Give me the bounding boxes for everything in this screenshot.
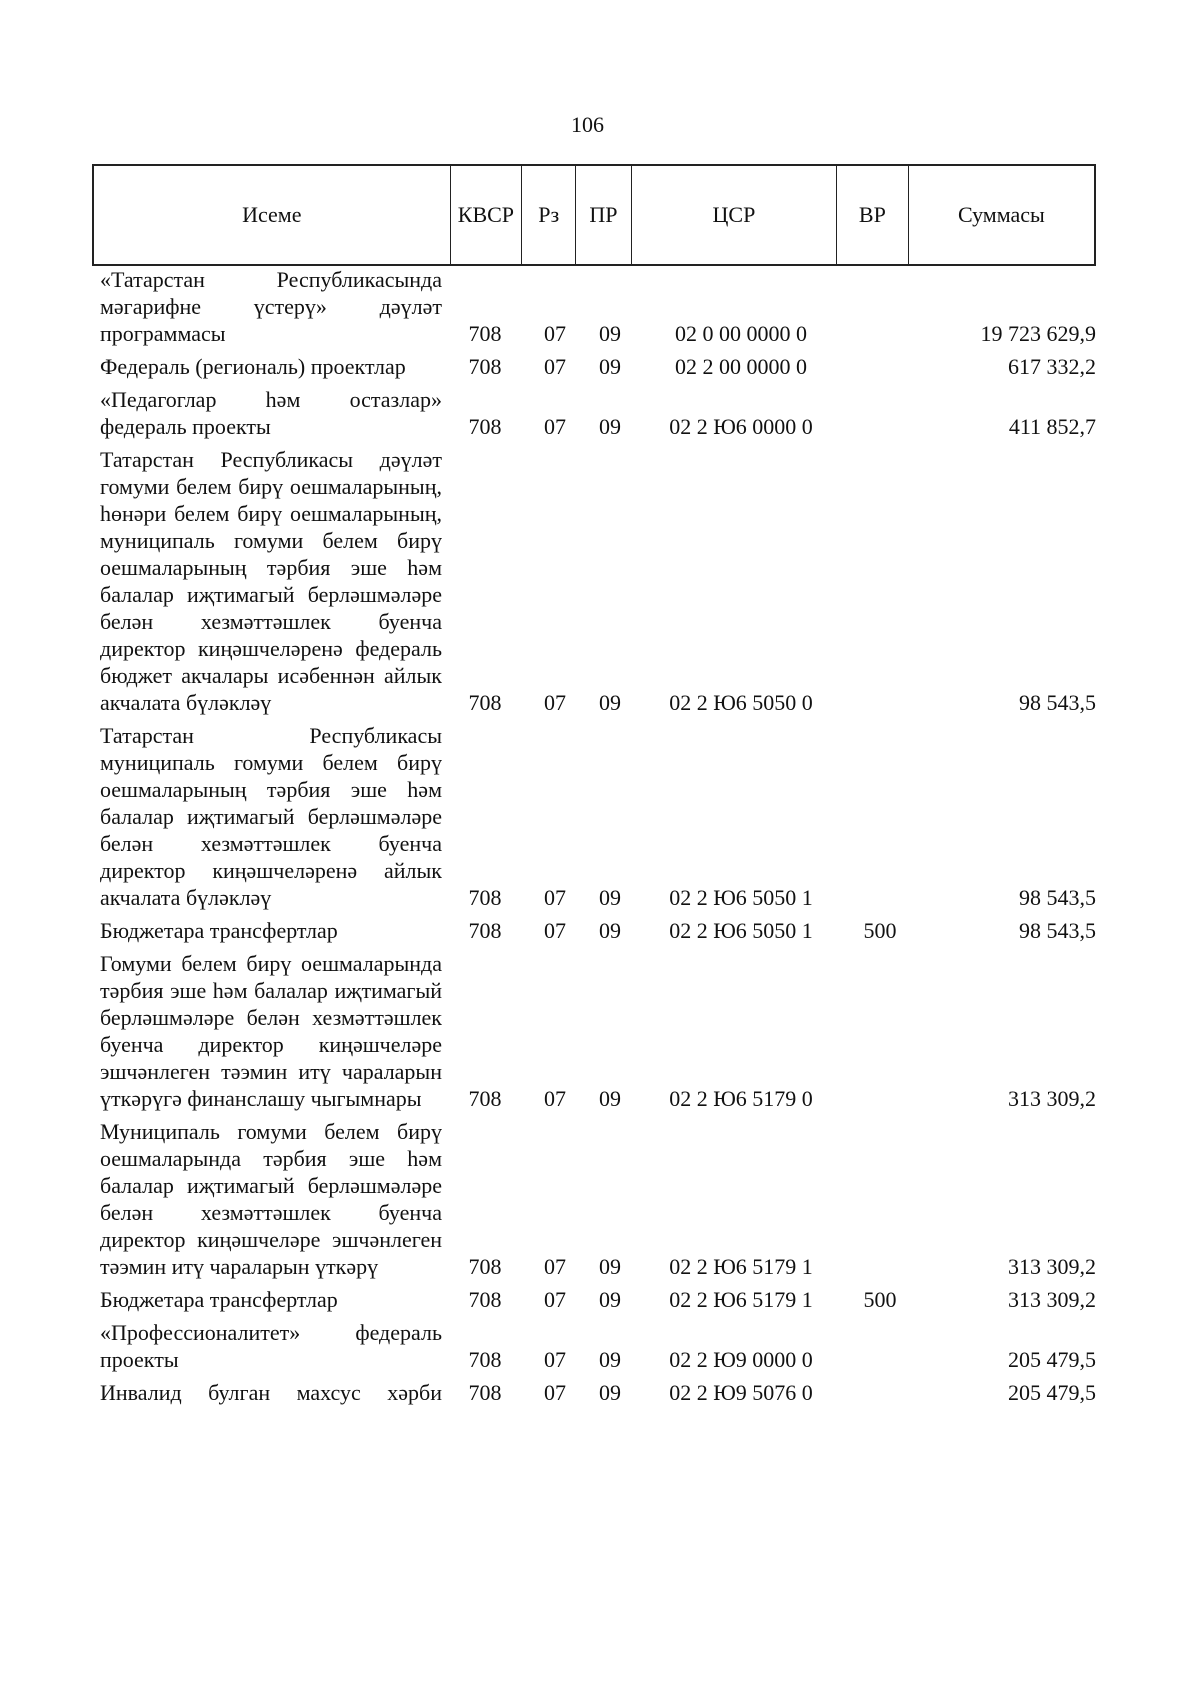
- row-pr: 09: [599, 1254, 621, 1279]
- row-pr: 09: [599, 1086, 621, 1111]
- row-name: «Профессионалитет» федераль проекты: [100, 1320, 442, 1372]
- row-pr: 09: [599, 918, 621, 943]
- row-rz: 07: [544, 1347, 566, 1372]
- row-csr: 02 2 Ю9 0000 0: [669, 1347, 813, 1372]
- row-rz: 07: [544, 1287, 566, 1312]
- row-kvsr: 708: [468, 414, 502, 439]
- row-pr: 09: [599, 885, 621, 910]
- row-kvsr: 708: [468, 690, 502, 715]
- table-row: [100, 1319, 1100, 1373]
- header-rz: Рз: [522, 166, 576, 264]
- row-sum: 98 543,5: [1019, 690, 1096, 715]
- row-kvsr: 708: [468, 354, 502, 379]
- row-rz: 07: [544, 1086, 566, 1111]
- row-name: Муниципаль гомуми белем бирү оешмаларында тәрбия эше һәм балалар иҗтимагый берләшмәләре белән хезмәттәшлек буенча директор киңәшчеләре эшчәнлеген тәэмин итү чараларын үткәрү: [100, 1119, 442, 1279]
- page-number: 106: [571, 112, 604, 137]
- row-sum: 313 309,2: [1008, 1254, 1096, 1279]
- row-kvsr: 708: [468, 1254, 502, 1279]
- row-name: Бюджетара трансфертлар: [100, 1287, 338, 1312]
- table-row: [100, 950, 1100, 1112]
- row-rz: 07: [544, 354, 566, 379]
- header-sum: Суммасы: [957, 202, 1045, 227]
- row-csr: 02 2 Ю6 5179 0: [669, 1086, 813, 1111]
- row-kvsr: 708: [468, 885, 502, 910]
- row-pr: 09: [599, 414, 621, 439]
- header-csr: ЦСР: [632, 166, 837, 264]
- row-rz: 07: [544, 321, 566, 346]
- table-row: [100, 266, 1100, 347]
- row-csr: 02 2 Ю9 5076 0: [669, 1380, 813, 1405]
- row-csr: 02 2 00 0000 0: [675, 354, 807, 379]
- row-pr: 09: [599, 1347, 621, 1372]
- row-sum: 411 852,7: [1008, 414, 1096, 439]
- table-header: [92, 164, 1096, 266]
- row-vr: 500: [863, 1287, 897, 1312]
- row-pr: 09: [599, 1380, 621, 1405]
- row-pr: 09: [599, 1287, 621, 1312]
- row-name: Федераль (региональ) проектлар: [100, 354, 406, 379]
- row-name: Инвалид булган махсус хәрби: [100, 1380, 442, 1405]
- row-sum: 205 479,5: [1008, 1380, 1096, 1405]
- table-row: [100, 1118, 1100, 1280]
- row-kvsr: 708: [468, 918, 502, 943]
- row-sum: 617 332,2: [1008, 354, 1096, 379]
- row-csr: 02 0 00 0000 0: [675, 321, 807, 346]
- row-sum: 313 309,2: [1008, 1287, 1096, 1312]
- table-row: [100, 386, 1100, 440]
- row-csr: 02 2 Ю6 5179 1: [669, 1287, 813, 1312]
- header-vr: ВР: [837, 166, 909, 264]
- row-sum: 313 309,2: [1008, 1086, 1096, 1111]
- table-row: [100, 353, 1100, 380]
- row-rz: 07: [544, 1254, 566, 1279]
- row-pr: 09: [599, 354, 621, 379]
- header-pr: ПР: [576, 166, 632, 264]
- row-csr: 02 2 Ю6 0000 0: [669, 414, 813, 439]
- row-rz: 07: [544, 1380, 566, 1405]
- row-sum: 19 723 629,9: [980, 321, 1096, 346]
- table-row: [100, 1379, 1100, 1406]
- row-name: Татарстан Республикасы муниципаль гомуми белем бирү оешмаларының тәрбия эше һәм балалар иҗтимагый берләшмәләре белән хезмәттәшлек буенча директор киңәшчеләренә айлык акчалата бүләкләү: [100, 723, 442, 910]
- table-row: [100, 722, 1100, 911]
- row-rz: 07: [544, 690, 566, 715]
- row-sum: 98 543,5: [1019, 885, 1096, 910]
- header-kvsr: КВСР: [451, 166, 523, 264]
- row-csr: 02 2 Ю6 5050 1: [669, 885, 813, 910]
- row-rz: 07: [544, 918, 566, 943]
- row-name: Татарстан Республикасы дәүләт гомуми белем бирү оешмаларының, һөнәри белем бирү оешмаларының, муниципаль гомуми белем бирү оешмаларының тәрбия эше һәм балалар иҗтимагый берләшмәләре белән хезмәттәшлек буенча директор киңәшчеләренә федераль бюджет акчалары исәбеннән айлык акчалата бүләкләү: [100, 447, 442, 715]
- row-csr: 02 2 Ю6 5179 1: [669, 1254, 813, 1279]
- row-kvsr: 708: [468, 1347, 502, 1372]
- row-pr: 09: [599, 690, 621, 715]
- row-rz: 07: [544, 414, 566, 439]
- row-kvsr: 708: [468, 1380, 502, 1405]
- row-kvsr: 708: [468, 1086, 502, 1111]
- row-name: Бюджетара трансфертлар: [100, 918, 338, 943]
- header-name: Исеме: [94, 166, 451, 264]
- table-row: [100, 917, 1100, 944]
- row-name: Гомуми белем бирү оешмаларында тәрбия эше һәм балалар иҗтимагый берләшмәләре белән хезмәттәшлек буенча директор киңәшчеләре эшчәнлеген тәэмин итү чараларын үткәрүгә финанслашу чыгымнары: [100, 951, 442, 1111]
- row-sum: 205 479,5: [1008, 1347, 1096, 1372]
- row-name: «Педагоглар һәм остазлар» федераль проекты: [100, 387, 442, 439]
- row-rz: 07: [544, 885, 566, 910]
- row-csr: 02 2 Ю6 5050 0: [669, 690, 813, 715]
- row-sum: 98 543,5: [1019, 918, 1096, 943]
- row-kvsr: 708: [468, 1287, 502, 1312]
- row-kvsr: 708: [468, 321, 502, 346]
- row-name: «Татарстан Республикасында мәгарифне үстерү» дәүләт программасы: [100, 267, 442, 346]
- table-row: [100, 1286, 1100, 1313]
- row-pr: 09: [599, 321, 621, 346]
- row-vr: 500: [863, 918, 897, 943]
- table-body: [100, 266, 1100, 1412]
- table-row: [100, 446, 1100, 716]
- row-csr: 02 2 Ю6 5050 1: [669, 918, 813, 943]
